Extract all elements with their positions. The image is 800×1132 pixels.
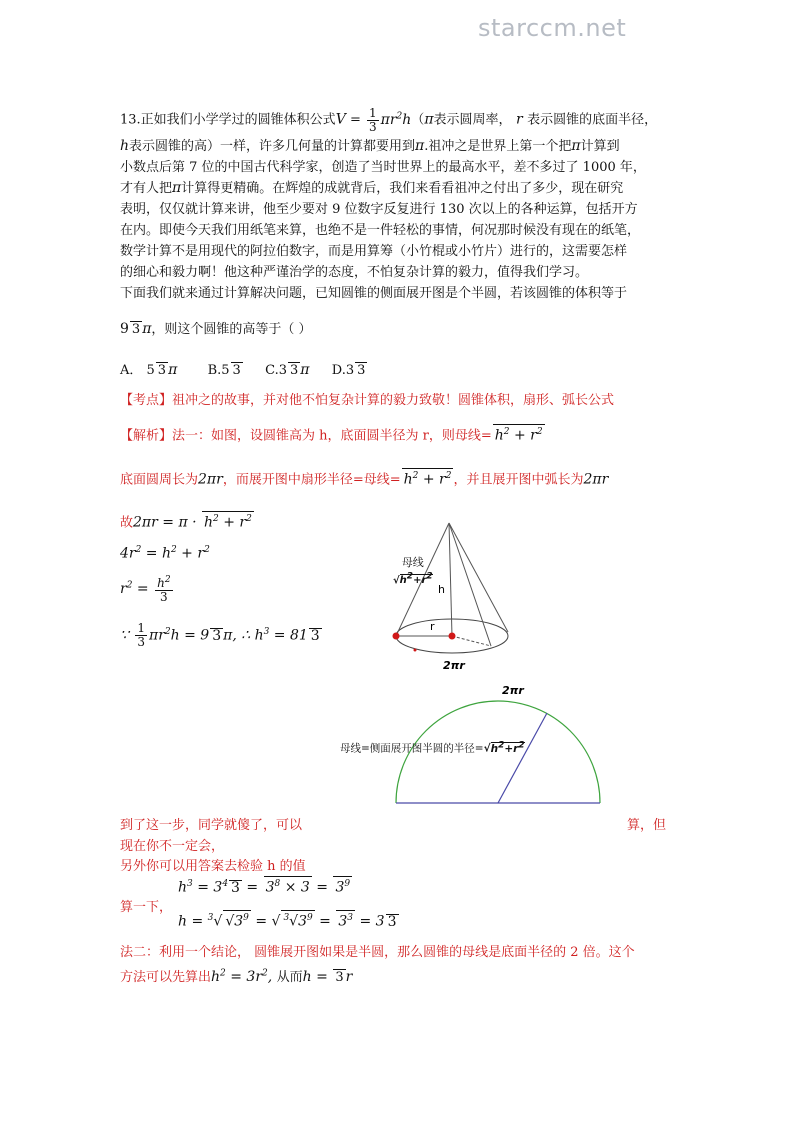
option-c[interactable]: C.3 3 π xyxy=(265,362,310,378)
question-line-7: 数学计算不是用现代的阿拉伯数字，而是用算筹（小竹棍或小竹片）进行的，这需要怎样 xyxy=(120,243,628,259)
cone-circ-label: 2πr xyxy=(443,659,465,672)
method-2-line-1: 法二：利用一个结论， 圆锥展开图如果是半圆，那么圆锥的母线是底面半径的 2 倍。这个 xyxy=(120,945,635,960)
cone-diagram xyxy=(370,515,530,675)
closing-line-1b: 算，但 xyxy=(627,818,667,833)
semicircle-arc-label: 2πr xyxy=(502,684,524,697)
option-a[interactable]: A． 5 3 π xyxy=(120,362,178,378)
equation-1: 故$2\pi r = \pi \cdot h^2 + r^2$ xyxy=(120,511,254,531)
cone-h-label: h xyxy=(438,583,445,596)
cone-bottom-point xyxy=(414,649,417,652)
option-d[interactable]: D.3 3 xyxy=(331,363,366,378)
closing-line-4: 算一下， xyxy=(120,900,173,915)
cone-radius-dashed xyxy=(452,636,491,646)
cone-r-label: r xyxy=(430,620,435,633)
one-third-fraction: $\frac{1}{3}$ xyxy=(368,105,377,134)
question-line-5: 表明，仅仅就计算来讲，他至少要对 9 位数字反复进行 130 次以上的各种运算，包括开方 xyxy=(120,201,638,217)
cone-right-edge xyxy=(449,523,508,632)
option-b[interactable]: B.5 3 xyxy=(207,363,241,378)
semicircle-radius xyxy=(498,713,547,803)
question-line-1: 13.正如我们小学学过的圆锥体积公式V = $\frac{1}{3}$ $\pi r^2h(\pi$表示圆周率， r 表示圆锥的底面半径， xyxy=(120,105,658,134)
closing-line-2: 现在你不一定会， xyxy=(120,839,225,854)
question-line-4: 才有人把π计算得更精确。在辉煌的成就背后，我们来看看祖冲之付出了多少，现在研究 xyxy=(120,179,624,196)
watermark: starccm.net xyxy=(478,14,627,42)
equation-4: ∵ $\frac{1}{3}$ $\pi r^2h = 9$ 3 π, ∴ $h^3 = 81$ 3 xyxy=(120,621,320,649)
question-text xyxy=(120,101,690,304)
cone-left-point xyxy=(393,633,400,640)
closing-line-1a: 到了这一步，同学就傻了，可以 xyxy=(120,818,303,833)
question-line-8: 的细心和毅力啊！他这种严谨治学的态度，不怕复杂计算的毅力，值得我们学习。 xyxy=(120,264,589,280)
semicircle-radius-caption: 母线=侧面展开图半圆的半径$=√h^2+r^2$ xyxy=(340,740,525,755)
question-line-3: 小数点后第 7 位的中国古代科学家，创造了当时世界上的最高水平，差不多过了 1000 年， xyxy=(120,159,646,175)
jiexi-line-2: 底面圆周长为2πr，而展开图中扇形半径=母线= $h^2 + r^2$ ，并且展开图中弧长为2πr xyxy=(120,468,608,488)
answer-options xyxy=(120,359,367,378)
jiexi-line: 【解析】法一：如图，设圆锥高为 h，底面圆半径为 r，则母线= $h^2 + r^2$ xyxy=(120,424,545,444)
method-2-line-2: 方法可以先算出$h^2 = 3r^2$, 从而h = 3 r xyxy=(120,968,353,985)
cone-inner-edge xyxy=(449,523,491,646)
cone-slant-label: 母线 $√h^2+r^2$ xyxy=(393,556,433,587)
question-line-6: 在内。即使今天我们用纸笔来算，也绝不是一件轻松的事情，何况那时候没有现在的纸笔， xyxy=(120,222,641,238)
kaodian-line: 【考点】祖冲之的故事，并对他不怕复杂计算的毅力致敬！圆锥体积，扇形、弧长公式 xyxy=(120,393,615,408)
equation-3: $r^2$ = $\frac{h^2}{3}$ xyxy=(120,575,171,604)
equation-2: $4r^2 = h^2 + r^2$ xyxy=(120,545,210,562)
question-line-2: h表示圆锥的高）一样，许多几何量的计算都要用到π.祖冲之是世界上第一个把π计算到 xyxy=(120,137,620,154)
cone-center-point xyxy=(449,633,456,640)
closing-line-3: 另外你可以用答案去检验 h 的值 xyxy=(120,859,306,874)
question-line-9: 下面我们就来通过计算解决问题，已知圆锥的侧面展开图是个半圆，若该圆锥的体积等于 xyxy=(120,285,628,301)
equation-5: $h^3 = 3^4$ $3 = 3^8 \times 3 = 3^9$ xyxy=(178,876,352,896)
equation-6: h = $^3$√ $√3^9$ = √ $^3√3^9 = 3^3 = 3$ 3 xyxy=(178,910,399,930)
question-line-10: 9 3 π，则这个圆锥的高等于（ ） xyxy=(120,321,312,337)
